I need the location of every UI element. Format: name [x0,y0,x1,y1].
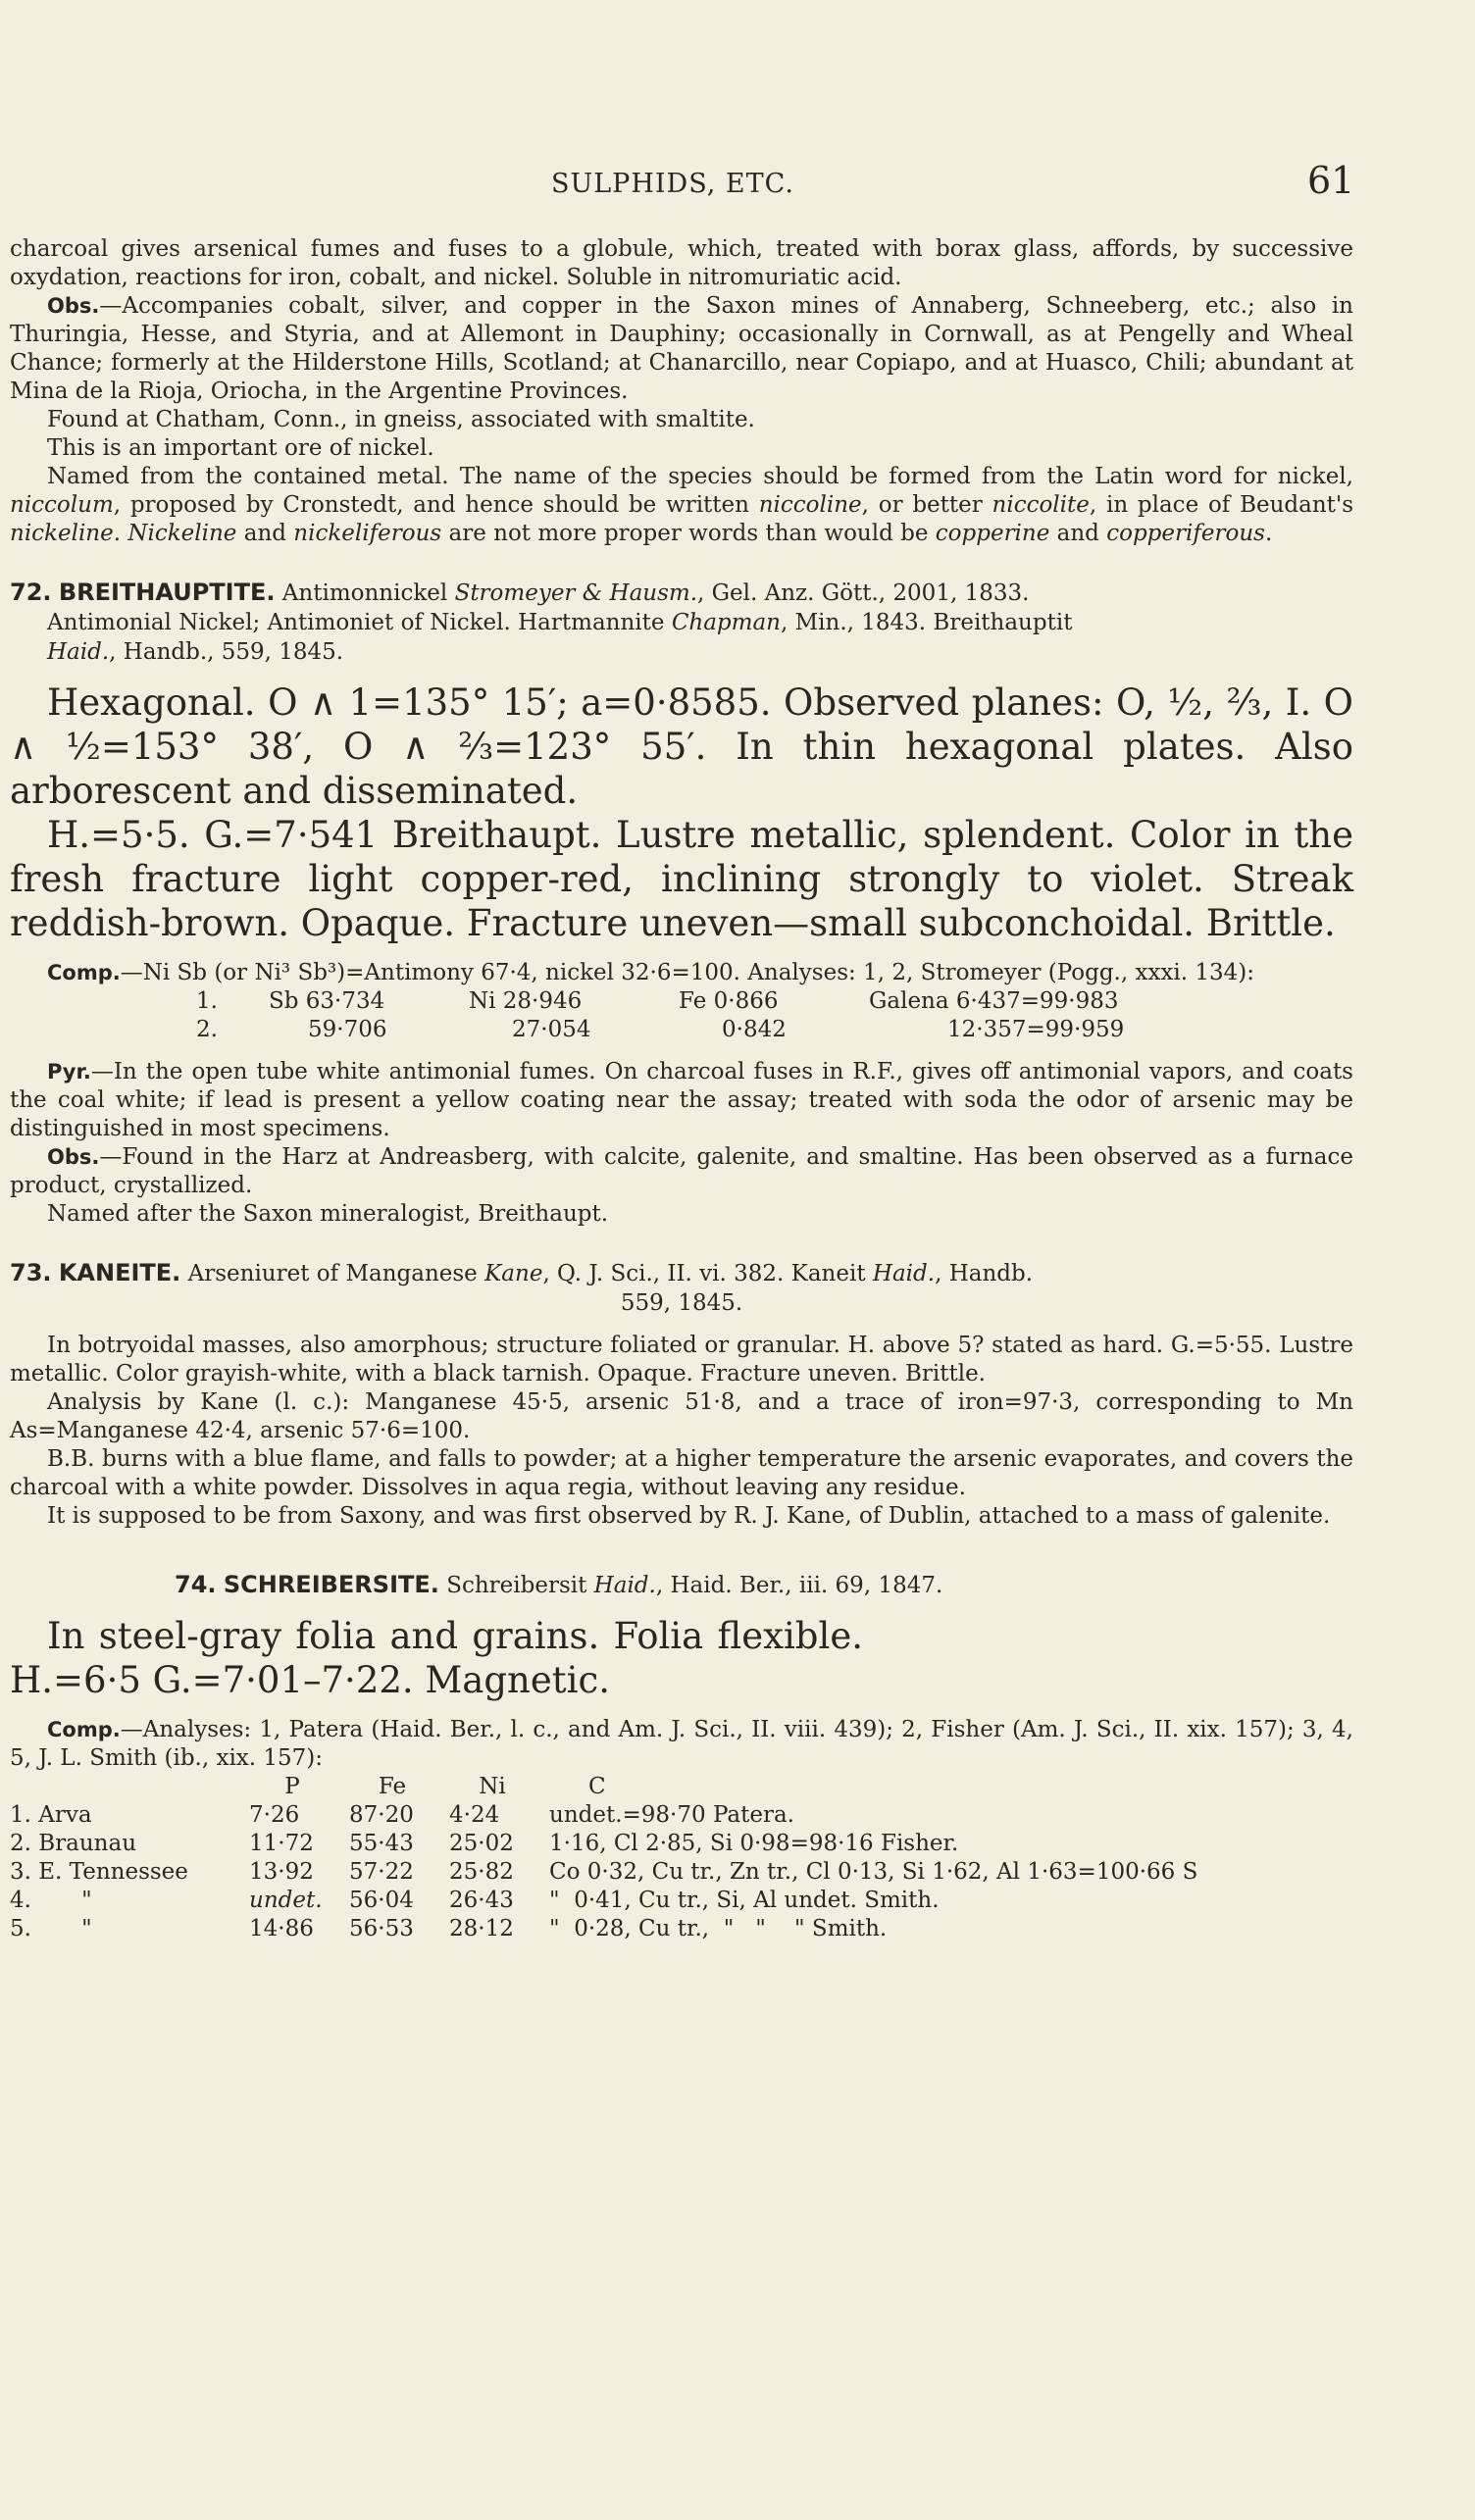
synonym-author: Haid. [872,1261,936,1286]
value-fe: 87·20 [349,1802,414,1828]
synonym-text: , Handb. [935,1261,1034,1286]
entry-74-description: In steel-gray folia and grains. Folia flexible. H.=6·5 G.=7·01–7·22. Magnetic. [10,1615,863,1701]
species-name: BREITHAUPTITE. [58,579,276,606]
page-header [0,157,1475,206]
named-term: niccolum [10,492,114,518]
locality: 3. E. Tennessee [10,1859,188,1885]
table-row [10,1915,1211,1943]
value-ni: 4·24 [449,1802,500,1828]
value-p: 11·72 [249,1831,314,1856]
locality: 1. Arva [10,1802,92,1828]
entry-number: 74. [175,1571,217,1598]
synonym-text: Arseniuret of Manganese [187,1261,485,1286]
synonym-text: , Gel. Anz. Gött., 2001, 1833. [697,580,1030,606]
table-row [10,1887,1211,1915]
table-header-row [10,1773,1211,1801]
species-name: KANEITE. [58,1259,181,1286]
analysis-galena: 12·357=99·959 [947,1017,1125,1042]
column-header: Fe [378,1774,407,1799]
locality: 4. " [10,1888,92,1913]
found-paragraph: Found at Chatham, Conn., in gneiss, associated with smaltite. [47,407,755,432]
named-term: nickeline [10,521,114,546]
table-row [196,987,1138,1016]
synonym-author: Chapman [671,610,781,635]
obs-text: —Found in the Harz at Andreasberg, with calcite, galenite, and smaltine. Has been observed as a furnace product, crystallized. [10,1144,1353,1198]
synonym-text: Antimonnickel [281,580,455,606]
entry-72-physical-description: H.=5·5. G.=7·541 Breithaupt. Lustre metallic, splendent. Color in the fresh fracture light copper-red, inclining strongly to violet. Streak reddish-brown. Opaque. Fracture uneven—small subconchoidal. Brittle. [10,814,1353,944]
synonym-continuation: 559, 1845. [620,1290,743,1316]
entry-73-analysis: Analysis by Kane (l. c.): Manganese 45·5, arsenic 51·8, and a trace of iron=97·3, corresponding to Mn As=Manganese 42·4, arsenic 57·6=100. [10,1389,1353,1443]
synonym-text: , Min., 1843. Breithauptit [781,610,1073,635]
named-term: niccolite [992,492,1090,518]
synonym-continuation [10,608,1353,637]
entry-74-heading [10,1570,1353,1600]
named-text: Named from the contained metal. The name of the species should be formed from the Latin word for nickel, [47,464,1353,489]
entry-72-composition [10,959,1353,987]
value-fe: 56·04 [349,1888,414,1913]
named-term: copperine [935,521,1050,546]
synonym-author: Stromeyer & Hausm. [454,580,698,606]
obs-text: —Accompanies cobalt, silver, and copper in the Saxon mines of Annaberg, Schneeberg, etc.; also in Thuringia, Hesse, and Styria, and at Allemont in Dauphiny; occasionally in Cornwall, as at Pengelly and Wheal Chance; formerly at the Hilderstone Hills, Scotland; at Chanarcillo, near Copiapo, and at Huasco, Chili; abundant at Mina de la Rioja, Oriocha, in the Argentine Provinces. [10,293,1353,404]
named-term: nickeliferous [293,521,442,546]
value-p: 7·26 [249,1802,300,1828]
obs-lead: Obs. [47,294,100,318]
synonym-author: Haid. [47,639,110,665]
named-text: , proposed by Cronstedt, and hence should be written [113,492,759,518]
entry-73-origin: It is supposed to be from Saxony, and was first observed by R. J. Kane, of Dublin, attached to a mass of galenite. [47,1503,1331,1529]
comp-text: —Ni Sb (or Ni³ Sb³)=Antimony 67·4, nickel 32·6=100. Analyses: 1, 2, Stromeyer (Pogg., xxxi. 134): [120,960,1255,985]
important-paragraph: This is an important ore of nickel. [47,435,434,461]
value-c: " 0·28, Cu tr., " " " Smith. [549,1916,888,1941]
pyr-lead: Pyr. [47,1060,91,1084]
locality: 2. Braunau [10,1831,137,1856]
value-fe: 56·53 [349,1916,414,1941]
page-number: 61 [1307,159,1355,202]
entry-73-blowpipe: B.B. burns with a blue flame, and falls to powder; at a higher temperature the arsenic evaporates, and covers the charcoal with a white powder. Dissolves in aqua regia, without leaving any residue. [10,1446,1353,1500]
column-header: P [284,1774,300,1799]
named-text: and [1049,521,1107,546]
intro-paragraph: charcoal gives arsenical fumes and fuses to a globule, which, treated with borax glass, affords, by successive oxydation, reactions for iron, cobalt, and nickel. Soluble in nitromuriatic acid. [10,236,1353,290]
entry-72-crystal-description: Hexagonal. O ∧ 1=135° 15′; a=0·8585. Observed planes: O, ½, ⅔, I. O ∧ ½=153° 38′, O ∧ ⅔=123° 55′. In thin hexagonal plates. Also arborescent and disseminated. [10,681,1353,812]
entry-72-pyrognostics [10,1058,1353,1143]
analysis-number: 1. [196,988,218,1014]
entry-74-composition [10,1716,1353,1773]
entry-72-analyses-table [196,987,1138,1044]
value-c: Co 0·32, Cu tr., Zn tr., Cl 0·13, Si 1·62, Al 1·63=100·66 S [549,1859,1198,1885]
column-header: C [588,1774,606,1799]
named-text: , in place of Beudant's [1089,492,1354,518]
comp-text: —Analyses: 1, Patera (Haid. Ber., l. c., and Am. J. Sci., II. viii. 439); 2, Fisher (Am. J. Sci., II. xix. 157); 3, 4, 5, J. L. Smith (ib., xix. 157): [10,1717,1353,1771]
value-p: 14·86 [249,1916,314,1941]
analysis-fe: Fe 0·866 [679,988,779,1014]
named-term: copperiferous [1106,521,1265,546]
value-c: undet.=98·70 Patera. [549,1802,794,1828]
synonym-text: Schreibersit [446,1573,594,1598]
entry-number: 73. [10,1259,52,1286]
named-text: and [236,521,294,546]
value-c: 1·16, Cl 2·85, Si 0·98=98·16 Fisher. [549,1831,959,1856]
synonym-author: Haid. [593,1573,656,1598]
analysis-sb: 59·706 [308,1017,387,1042]
value-p: undet. [249,1888,323,1913]
species-name: SCHREIBERSITE. [223,1571,439,1598]
page-body [10,235,1353,1943]
table-row [10,1858,1211,1887]
entry-72-heading [10,578,1353,667]
synonym-text: Antimonial Nickel; Antimoniet of Nickel. Hartmannite [47,610,672,635]
named-term: niccoline [758,492,862,518]
synonym-text: , Haid. Ber., iii. 69, 1847. [655,1573,943,1598]
table-row [10,1801,1211,1830]
intro-obs-paragraph [10,292,1353,406]
pyr-text: —In the open tube white antimonial fumes. On charcoal fuses in R.F., gives off antimonial vapors, and coats the coal white; if lead is present a yellow coating near the assay; treated with soda the odor of arsenic may be distinguished in most specimens. [10,1059,1353,1141]
obs-lead: Obs. [47,1145,100,1169]
named-text: . [1264,521,1273,546]
synonym-continuation [10,637,1353,667]
synonym-text: , Handb., 559, 1845. [109,639,344,665]
analysis-galena: Galena 6·437=99·983 [869,988,1119,1014]
value-p: 13·92 [249,1859,314,1885]
running-head: SULPHIDS, ETC. [551,169,794,199]
table-row [10,1830,1211,1858]
entry-number: 72. [10,579,52,606]
comp-lead: Comp. [47,961,121,984]
analysis-ni: Ni 28·946 [469,988,583,1014]
value-ni: 25·02 [449,1831,514,1856]
column-header: Ni [479,1774,506,1799]
value-ni: 25·82 [449,1859,514,1885]
value-ni: 26·43 [449,1888,514,1913]
analysis-number: 2. [196,1017,218,1042]
entry-73-description: In botryoidal masses, also amorphous; structure foliated or granular. H. above 5? stated as hard. G.=5·55. Lustre metallic. Color grayish-white, with a black tarnish. Opaque. Fracture uneven. Brittle. [10,1333,1353,1386]
analysis-sb: Sb 63·734 [269,988,385,1014]
synonym-text: , Q. J. Sci., II. vi. 382. Kaneit [542,1261,873,1286]
entry-73-heading [10,1258,1353,1318]
value-fe: 55·43 [349,1831,414,1856]
analysis-fe: 0·842 [722,1017,787,1042]
synonym-author: Kane [484,1261,543,1286]
table-row [196,1016,1138,1044]
named-text: , or better [861,492,992,518]
locality: 5. " [10,1916,92,1941]
entry-72-observations [10,1143,1353,1200]
named-term: Nickeline [127,521,237,546]
value-c: " 0·41, Cu tr., Si, Al undet. Smith. [549,1888,940,1913]
named-paragraph [10,463,1353,548]
entry-72-named: Named after the Saxon mineralogist, Breithaupt. [47,1201,609,1227]
named-text: are not more proper words than would be [441,521,936,546]
entry-74-analyses-table [10,1773,1211,1943]
named-text: . [113,521,128,546]
comp-lead: Comp. [47,1718,121,1741]
analysis-ni: 27·054 [512,1017,591,1042]
value-fe: 57·22 [349,1859,414,1885]
value-ni: 28·12 [449,1916,514,1941]
